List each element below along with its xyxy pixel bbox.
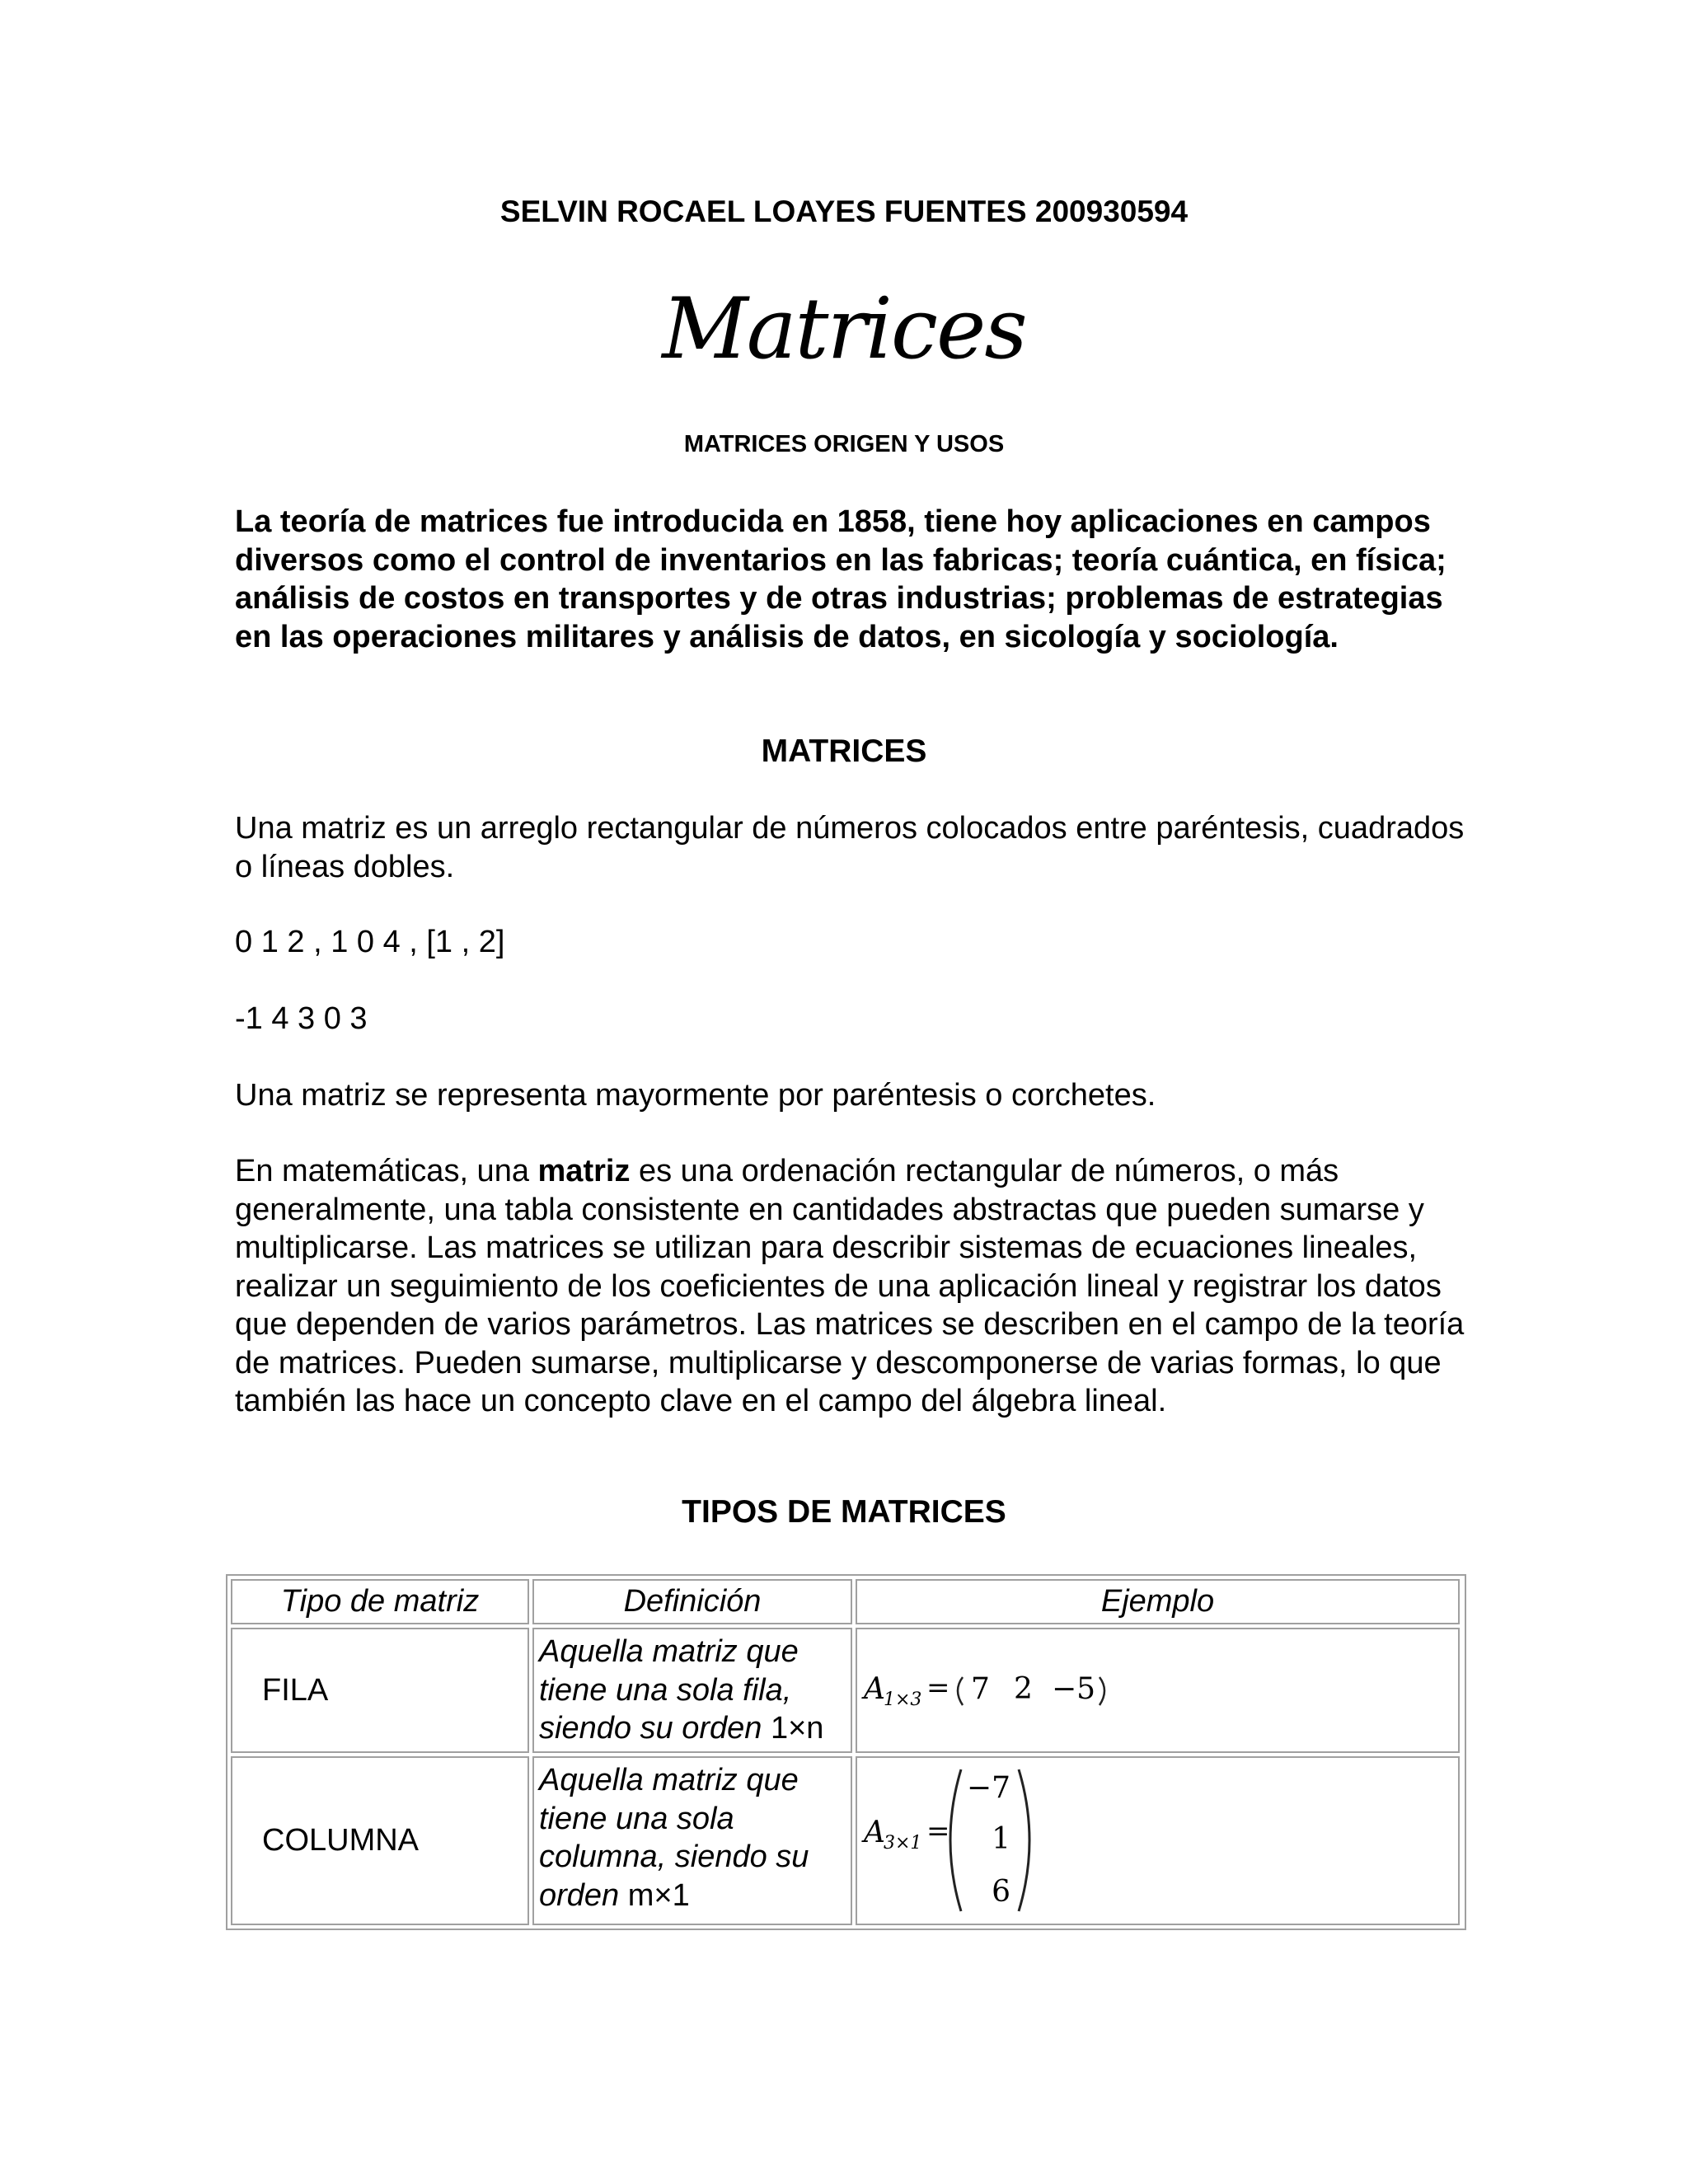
example-line-2: -1 4 3 0 3 — [235, 1001, 368, 1036]
representation-text: Una matriz se representa mayormente por paréntesis o corchetes. — [235, 1078, 1156, 1113]
right-paren — [1100, 1677, 1104, 1705]
matrix-entry: 6 — [992, 1875, 1010, 1909]
matrix-entry: 7 — [971, 1672, 990, 1706]
matrix-entry: −5 — [1052, 1672, 1096, 1706]
paragraph-bold-term: matriz — [537, 1154, 631, 1188]
definition-line: columna, siendo su — [539, 1840, 809, 1874]
equals-sign: = — [926, 1815, 950, 1848]
document-title: Matrices — [662, 280, 1026, 378]
matrix-subscript: 3×1 — [884, 1833, 922, 1854]
definition-line — [539, 1877, 851, 1915]
table-row-definition — [532, 1628, 852, 1753]
matrix-name: A — [864, 1672, 885, 1706]
paragraph-rest: es una ordenación rectangular de números, o más generalmente, una tabla consistente en cantidades abstractas que pueden sumarse y multiplicarse. Las matrices se utilizan para describir sistemas de ecuaciones lineales, realizar un seguimiento de los coeficientes de una aplicación lineal y registrar los datos que dependen de varios parámetros. Las matrices se describen en el campo de la teoría de matrices. Pueden sumarse, multiplicarse y descomponerse de varias formas, lo que también las hace un concepto clave en el campo del álgebra lineal. — [235, 1154, 1465, 1418]
definition-line: tiene una sola fila, — [539, 1672, 792, 1708]
column-matrix-example — [857, 1758, 1458, 1924]
paragraph-prefix: En matemáticas, una — [235, 1154, 538, 1188]
left-paren — [958, 1677, 963, 1705]
author-line: SELVIN ROCAEL LOAYES FUENTES 200930594 — [499, 194, 1189, 228]
definition-line — [539, 1709, 851, 1748]
table-row-definition — [532, 1756, 852, 1925]
table-row-example — [856, 1756, 1460, 1925]
matrix-subscript: 1×3 — [884, 1690, 922, 1710]
matrix-entry: 2 — [1014, 1672, 1033, 1706]
row-matrix-example — [857, 1629, 1458, 1751]
example-line-1: 0 1 2 , 1 0 4 , [1 , 2] — [235, 925, 505, 959]
matrix-order: 1×n — [770, 1711, 824, 1746]
matrix-order: m×1 — [627, 1877, 690, 1913]
types-table — [226, 1574, 1466, 1930]
matrix-definition: Una matriz es un arreglo rectangular de números colocados entre paréntesis, cuadrados o líneas dobles. — [235, 811, 1465, 884]
definition-line-text: siendo su orden — [539, 1711, 771, 1746]
table-row-type: COLUMNA — [231, 1756, 529, 1925]
right-paren — [1019, 1769, 1029, 1911]
definition-line-text: orden — [539, 1877, 628, 1913]
matrix-entry: −7 — [966, 1771, 1010, 1805]
section-heading-tipos: TIPOS DE MATRICES — [682, 1494, 1006, 1530]
table-row-example — [856, 1628, 1460, 1753]
matrix-paragraph — [235, 1152, 1471, 1421]
table-header-cell: Definición — [532, 1579, 852, 1624]
section-heading-matrices: MATRICES — [761, 733, 927, 769]
matrix-name: A — [864, 1816, 885, 1849]
table-row-type: FILA — [231, 1628, 529, 1753]
intro-paragraph: La teoría de matrices fue introducida en 1858, tiene hoy aplicaciones en campos diversos como el control de inventarios en las fabricas; teoría cuántica, en física; análisis de costos en transportes y de otras industrias; problemas de estrategias en las operaciones militares y análisis de datos, en sicología y sociología. — [235, 504, 1447, 654]
left-paren — [950, 1769, 961, 1911]
subtitle: MATRICES ORIGEN Y USOS — [683, 431, 1005, 457]
table-header-cell: Tipo de matriz — [231, 1579, 529, 1624]
equals-sign: = — [926, 1671, 950, 1704]
matrix-entry: 1 — [992, 1822, 1010, 1856]
definition-line: Aquella matriz que — [539, 1634, 799, 1669]
definition-line: Aquella matriz que — [539, 1763, 799, 1797]
table-header-cell: Ejemplo — [856, 1579, 1460, 1624]
definition-line: tiene una sola — [539, 1801, 734, 1836]
